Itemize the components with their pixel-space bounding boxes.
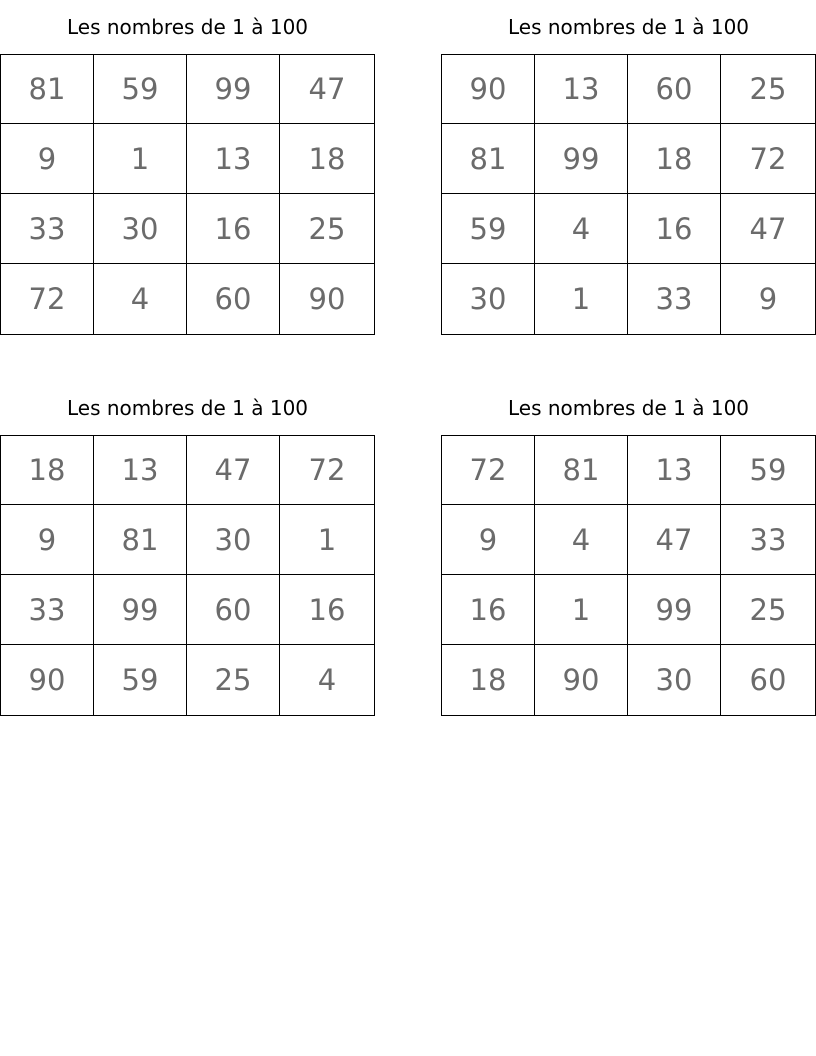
grid-cell: 99 <box>628 575 721 645</box>
grid-cell: 25 <box>721 55 815 124</box>
grid-cell: 60 <box>749 663 787 697</box>
grid-cell: 1 <box>280 505 374 575</box>
grid-cell: 30 <box>187 505 280 575</box>
grid-cell: 16 <box>628 194 721 264</box>
grid-cell: 81 <box>94 505 187 575</box>
grid-cell: 4 <box>535 505 628 575</box>
grid-cell: 60 <box>187 264 280 334</box>
grid-cell: 25 <box>187 645 280 715</box>
grid-cell: 90 <box>442 55 535 124</box>
grid-cell: 59 <box>442 194 535 264</box>
grid-cell: 16 <box>280 575 374 645</box>
grid-cell: 9 <box>442 505 535 575</box>
grid-cell: 47 <box>628 505 721 575</box>
grid-cell: 4 <box>317 663 337 697</box>
grid-cell: 72 <box>721 124 815 194</box>
grid-cell: 9 <box>1 124 94 194</box>
number-grid <box>441 435 816 716</box>
grid-cell: 90 <box>308 282 346 316</box>
grid-cell: 33 <box>628 264 721 334</box>
grid-cell: 72 <box>442 436 535 505</box>
grid-cell: 30 <box>442 264 535 334</box>
grid-cell: 30 <box>94 194 187 264</box>
grid-cell: 13 <box>94 436 187 505</box>
card-title: Les nombres de 1 à 100 <box>507 396 750 420</box>
grid-cell: 4 <box>535 194 628 264</box>
grid-cell: 30 <box>628 645 721 715</box>
number-grid <box>0 435 375 716</box>
grid-cell: 47 <box>280 55 374 124</box>
grid-cell: 59 <box>94 645 187 715</box>
grid-cell: 47 <box>721 194 815 264</box>
grid-cell: 25 <box>721 575 815 645</box>
grid-cell: 90 <box>1 645 94 715</box>
number-grid <box>0 54 375 335</box>
grid-cell: 18 <box>442 645 535 715</box>
number-grid <box>441 54 816 335</box>
grid-cell: 13 <box>187 124 280 194</box>
grid-cell: 81 <box>1 55 94 124</box>
card-title: Les nombres de 1 à 100 <box>66 15 309 39</box>
grid-cell: 33 <box>1 575 94 645</box>
grid-cell: 59 <box>94 55 187 124</box>
card-title: Les nombres de 1 à 100 <box>66 396 309 420</box>
grid-cell: 18 <box>628 124 721 194</box>
grid-cell: 72 <box>280 436 374 505</box>
grid-cell: 33 <box>721 505 815 575</box>
grid-cell: 99 <box>535 124 628 194</box>
grid-cell: 18 <box>280 124 374 194</box>
grid-cell: 59 <box>721 436 815 505</box>
grid-cell: 81 <box>535 436 628 505</box>
grid-cell: 47 <box>187 436 280 505</box>
grid-cell: 60 <box>187 575 280 645</box>
grid-cell: 16 <box>187 194 280 264</box>
grid-cell: 9 <box>758 282 778 316</box>
grid-cell: 16 <box>442 575 535 645</box>
grid-cell: 18 <box>1 436 94 505</box>
grid-cell: 25 <box>280 194 374 264</box>
grid-cell: 1 <box>94 124 187 194</box>
grid-cell: 99 <box>94 575 187 645</box>
grid-cell: 13 <box>535 55 628 124</box>
grid-cell: 81 <box>442 124 535 194</box>
grid-cell: 13 <box>628 436 721 505</box>
grid-cell: 1 <box>535 264 628 334</box>
card-title: Les nombres de 1 à 100 <box>507 15 750 39</box>
grid-cell: 90 <box>535 645 628 715</box>
grid-cell: 33 <box>1 194 94 264</box>
grid-cell: 60 <box>628 55 721 124</box>
grid-cell: 1 <box>535 575 628 645</box>
grid-cell: 4 <box>94 264 187 334</box>
grid-cell: 72 <box>1 264 94 334</box>
grid-cell: 99 <box>187 55 280 124</box>
grid-cell: 9 <box>1 505 94 575</box>
